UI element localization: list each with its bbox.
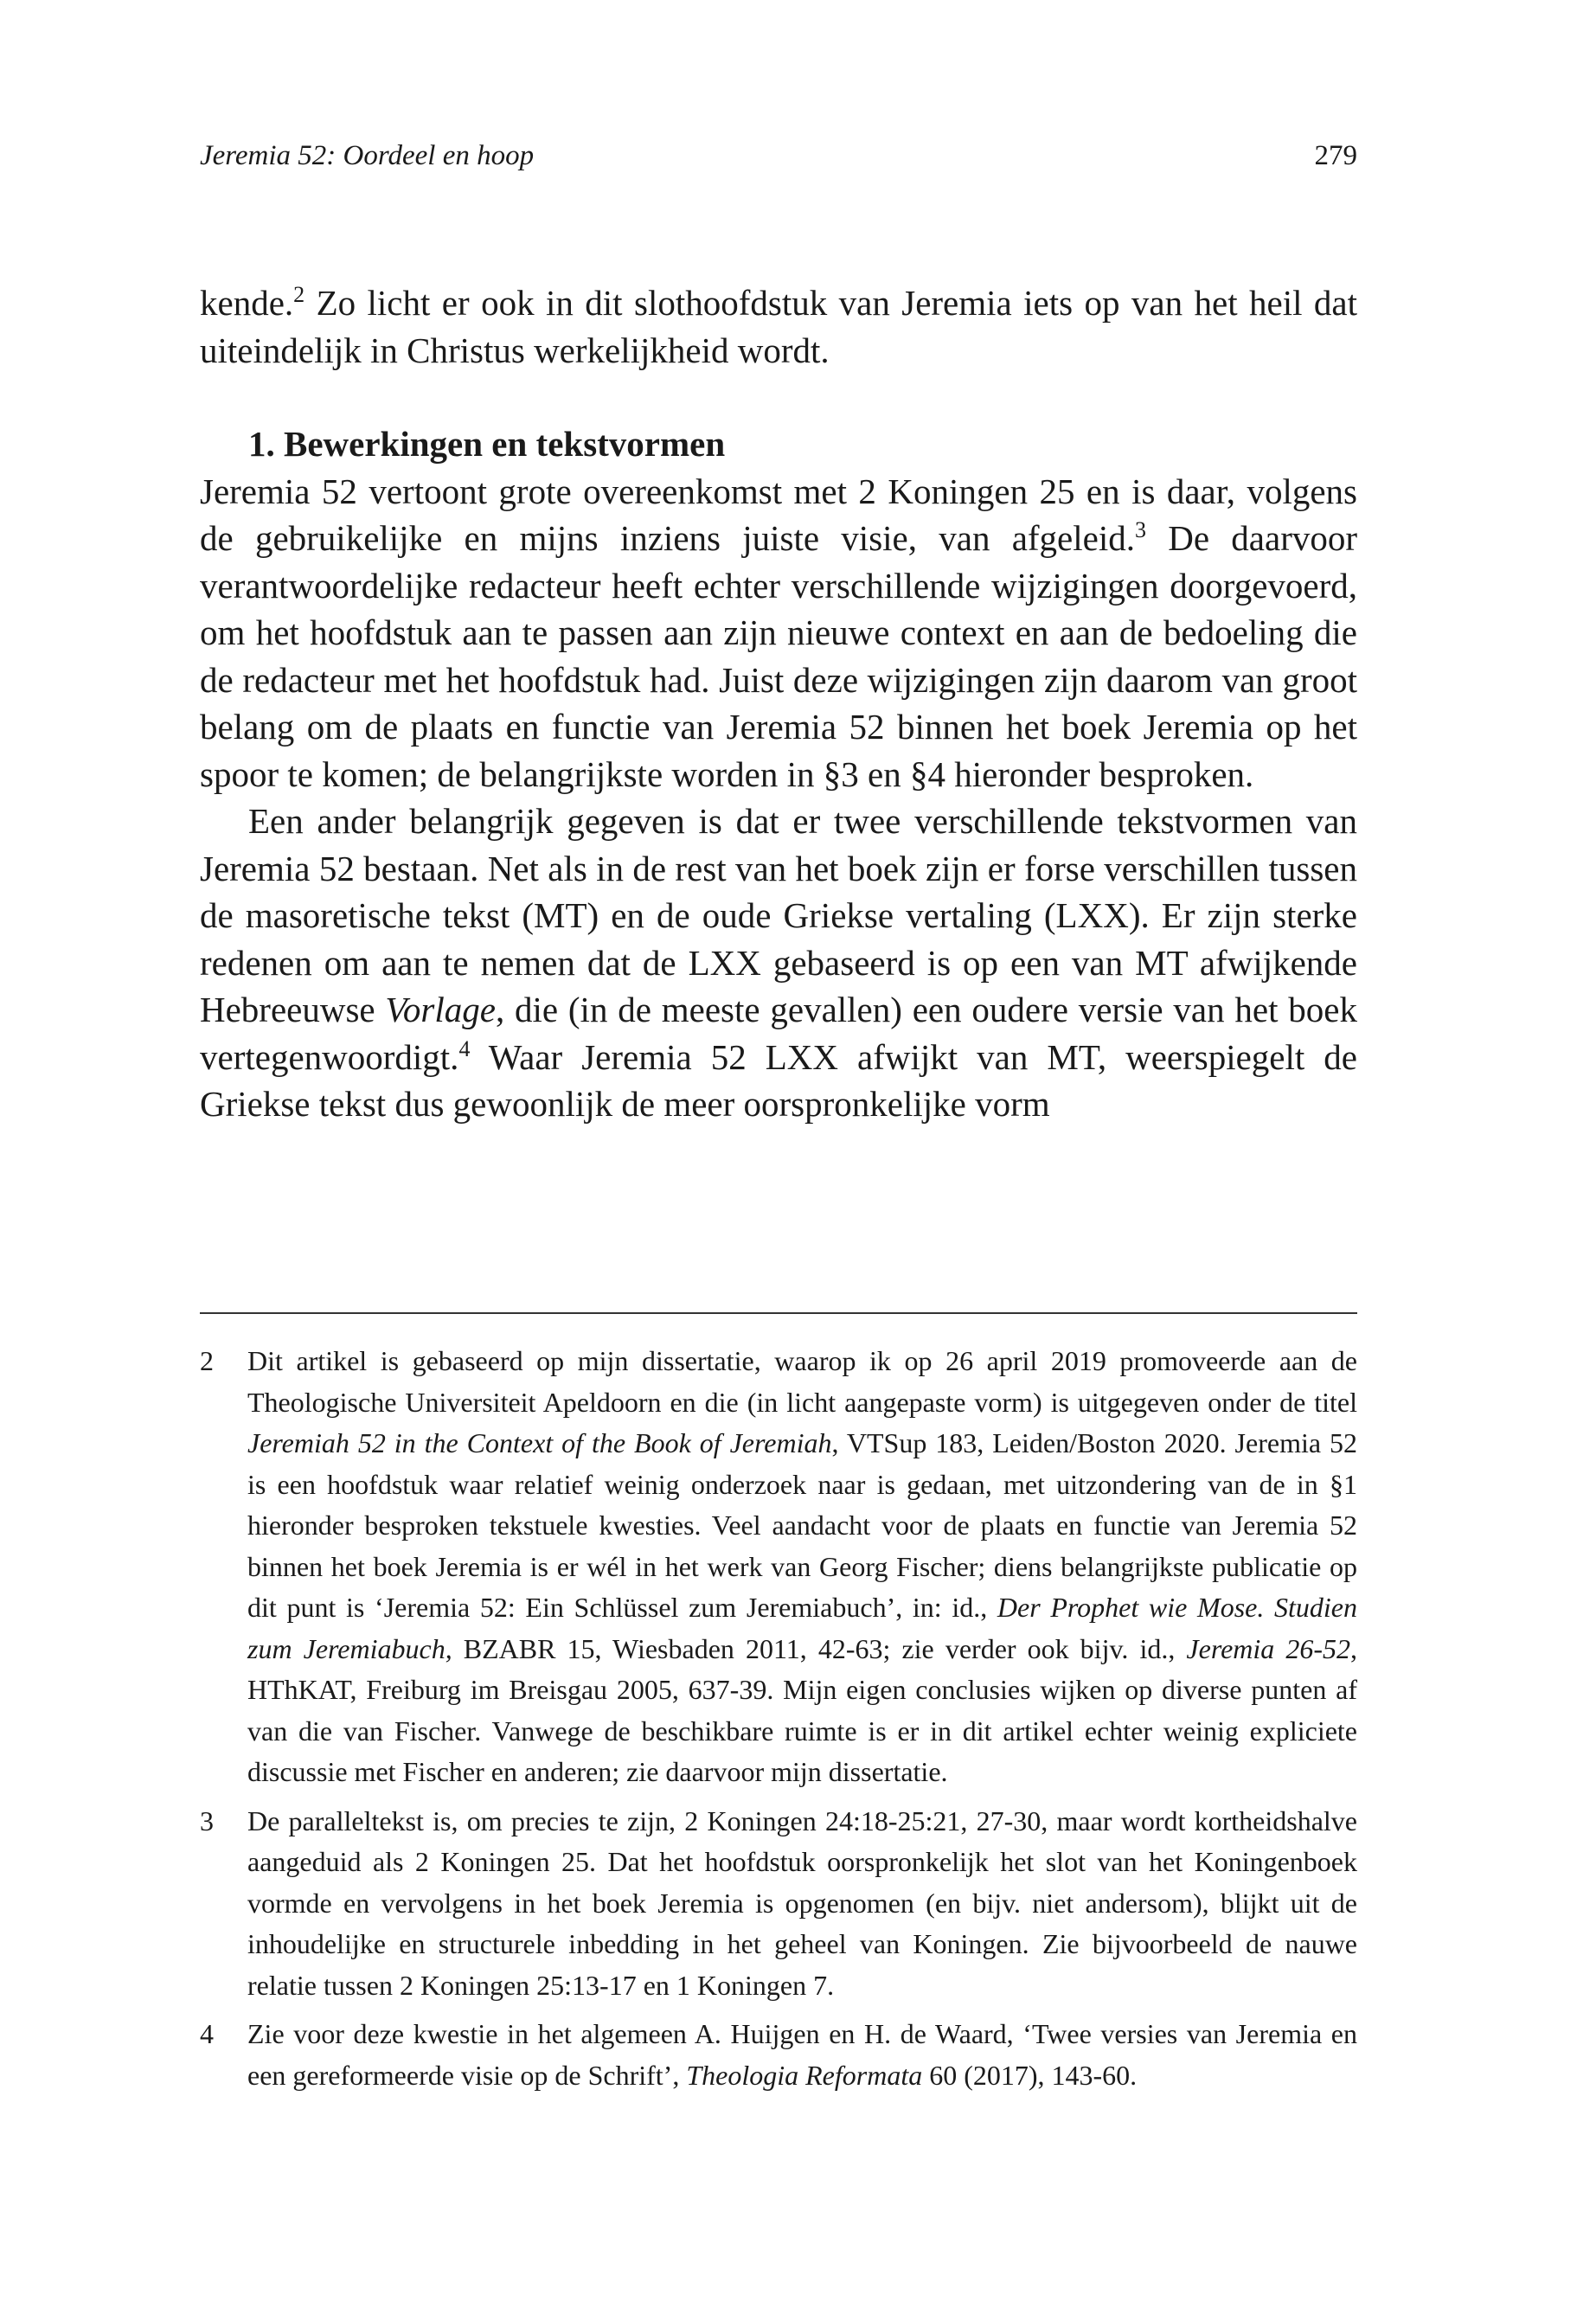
footnote-ref[interactable]: 2	[293, 282, 305, 307]
footnote-3	[200, 1801, 1357, 2007]
footnote-divider	[200, 1312, 1357, 1314]
footnote-number: 3	[200, 1804, 214, 1836]
text-run: , die (in de meeste gevallen) een oudere versie van het boek vertegenwoordigt.	[200, 990, 1357, 1077]
paragraph-intro	[200, 279, 1357, 374]
text-run: 60 (2017), 143-60.	[922, 2059, 1138, 2091]
italic-title: Jeremia 26-52	[1186, 1632, 1351, 1664]
text-run: De daarvoor verantwoordelijke redacteur heeft echter verschillende wijzigingen doorgevoerd, om het hoofdstuk aan te passen aan zijn nieuwe context en aan de bedoeling die de redacteur met het hoofdstuk had. Juist deze wijzigingen zijn daarom van groot belang om de plaats en functie van Jeremia 52 binnen het boek Jeremia op het spoor te komen; de belangrijkste worden in §3 en §4 hieronder besproken.	[200, 518, 1357, 794]
footnote-number: 4	[200, 2018, 214, 2049]
footnote-text: De paralleltekst is, om precies te zijn, 2 Koningen 24:18-25:21, 27-30, maar wordt kortheidshalve aangeduid als 2 Koningen 25. Dat het hoofdstuk oorspronkelijk het slot van het Koningenboek vormde en vervolgens in het boek Jeremia is opgenomen (en bijv. niet andersom), blijkt uit de inhoudelijke en structurele inbedding in het geheel van Koningen. Zie bijvoorbeeld de nauwe relatie tussen 2 Koningen 25:13-17 en 1 Koningen 7.	[247, 1804, 1357, 2001]
footnote-ref[interactable]: 3	[1134, 517, 1146, 542]
paragraph-1	[200, 468, 1357, 798]
page-number: 279	[1314, 140, 1357, 171]
text-run: Zie voor deze kwestie in het algemeen A. Huijgen en H. de Waard, ‘Twee versies van Jeremia en een gereformeerde visie op de Schrift’,	[247, 2018, 1357, 2091]
text-run: Een ander belangrijk gegeven is dat er twee verschillende tekstvormen van Jeremia 52 bestaan. Net als in de rest van het boek zijn er forse verschillen tussen de masoretische tekst (MT) en de oude Griekse vertaling (LXX). Er zijn sterke redenen om aan te nemen dat de LXX gebaseerd is op een van MT afwijkende Hebreeuwse	[200, 801, 1357, 1029]
text-run: BZABR 15, Wiesbaden 2011, 42-63; zie verder ook bijv. id.,	[452, 1632, 1187, 1664]
footnote-4	[200, 2014, 1357, 2096]
section-heading: 1. Bewerkingen en tekstvormen	[248, 424, 726, 464]
page	[200, 0, 1357, 2301]
main-text	[200, 279, 1357, 1128]
footnote-ref[interactable]: 4	[458, 1035, 471, 1061]
footnote-2	[200, 1341, 1357, 1793]
text-run: kende.	[200, 283, 294, 323]
italic-title: Jeremiah 52 in the Context of the Book of Jeremiah	[247, 1427, 832, 1458]
paragraph-2	[200, 798, 1357, 1128]
text-run: Zo licht er ook in dit slothoofdstuk van Jeremia iets op van het heil dat uiteindelijk in Christus werkelijkheid wordt.	[200, 283, 1357, 370]
italic-title: Der Prophet wie Mose. Studien zum Jeremiabuch,	[247, 1592, 1357, 1664]
footnote-text	[247, 1341, 1357, 1793]
text-run: Dit artikel is gebaseerd op mijn dissertatie, waarop ik op 26 april 2019 promoveerde aan de Theologische Universiteit Apeldoorn en die (in licht aangepaste vorm) is uitgegeven onder de titel	[247, 1345, 1357, 1418]
text-run: , HThKAT, Freiburg im Breisgau 2005, 637-39. Mijn eigen conclusies wijken op diverse punten af van die van Fischer. Vanwege de beschikbare ruimte is er in dit artikel echter weinig expliciete discussie met Fischer en anderen; zie daarvoor mijn dissertatie.	[247, 1632, 1358, 1787]
text-run: Waar Jeremia 52 LXX afwijkt van MT, weerspiegelt de Griekse tekst dus gewoonlijk de meer oorspronkelijke vorm	[200, 1036, 1357, 1124]
footnote-number: 2	[200, 1345, 214, 1376]
italic-term: Vorlage	[385, 990, 496, 1029]
italic-title: Theologia Reformata	[686, 2059, 923, 2091]
footnotes	[200, 1341, 1357, 2104]
text-run: , VTSup 183, Leiden/Boston 2020. Jeremia 52 is een hoofdstuk waar relatief weinig onderzoek naar is gedaan, met uitzondering van de in §1 hieronder besproken tekstuele kwesties. Veel aandacht voor de plaats en functie van Jeremia 52 binnen het boek Jeremia is er wél in het werk van Georg Fischer; diens belangrijkste publicatie op dit punt is ‘Jeremia 52: Ein Schlüssel zum Jeremiabuch’, in: id.,	[247, 1427, 1358, 1623]
footnote-text	[247, 2014, 1357, 2096]
running-title: Jeremia 52: Oordeel en hoop	[200, 140, 535, 171]
text-run: Jeremia 52 vertoont grote overeenkomst met 2 Koningen 25 en is daar, volgens de gebruikelijke en mijns inziens juiste visie, van afgeleid.	[200, 471, 1357, 558]
